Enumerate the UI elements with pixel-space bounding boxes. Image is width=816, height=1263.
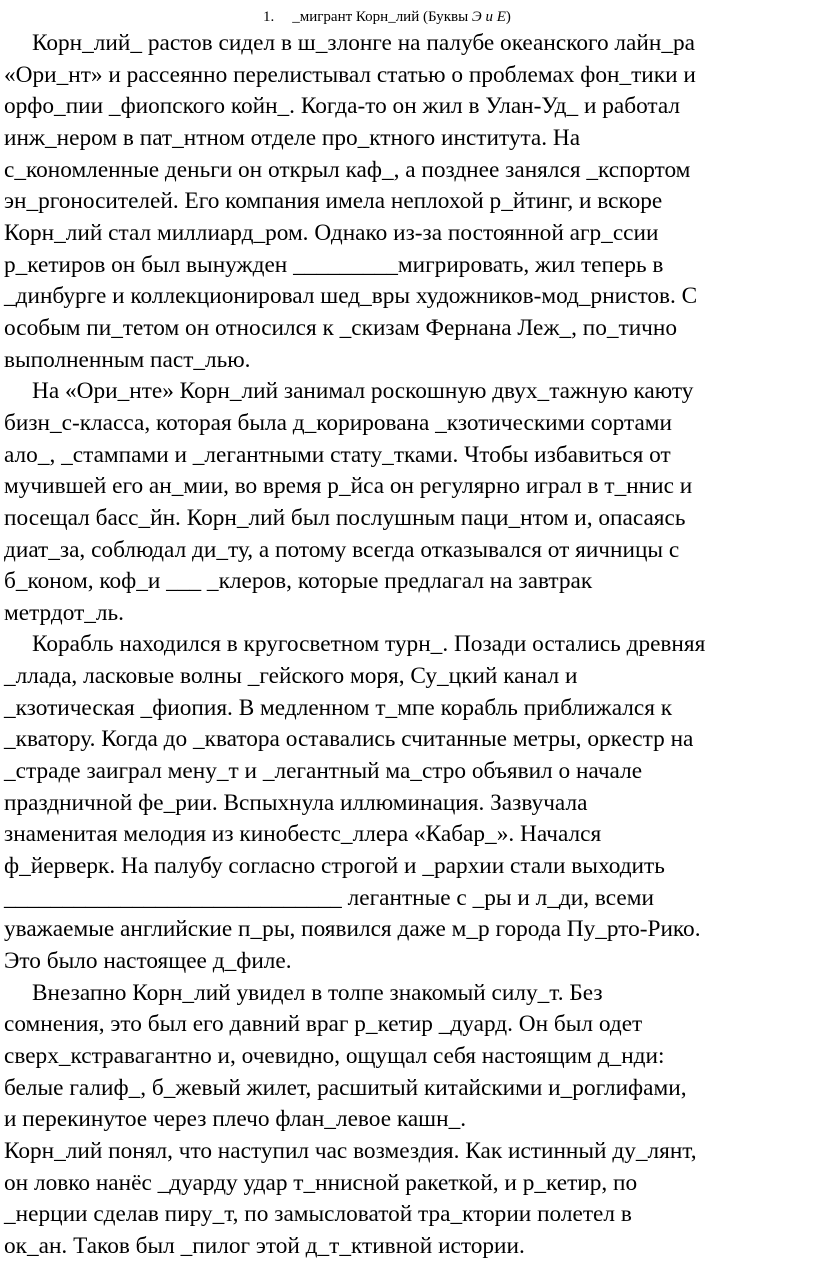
text-line: Корн_лий понял, что наступил час возмездия. Как истинный ду_лянт, xyxy=(4,1137,697,1164)
text-line: с_кономленные деньги он открыл каф_, а позднее занялся _кспортом xyxy=(4,156,691,183)
text-line: выполненным паст_лью. xyxy=(4,346,251,373)
text-line: _нерции сделав пиру_т, по замысловатой тра_ктории полетел в xyxy=(4,1201,632,1228)
text-line: Это было настоящее д_филе. xyxy=(4,948,292,975)
text-line: праздничной фе_рии. Вспыхнула иллюминация. Зазвучала xyxy=(4,789,588,816)
text-line: _кзотическая _фиопия. В медленном т_мпе корабль приближался к xyxy=(4,694,673,721)
exercise-letters: Э и Е xyxy=(471,9,506,25)
text-line: _____________________________ легантные с _ры и л_ди, всеми xyxy=(4,884,654,911)
text-line: уважаемые английские п_ры, появился даже м_р города Пу_рто-Рико. xyxy=(4,916,701,943)
paragraph-5 xyxy=(4,1136,812,1263)
exercise-title-close: ) xyxy=(505,9,511,25)
text-line: б_коном, коф_и ___ _клеров, которые предлагал на завтрак xyxy=(4,568,593,595)
text-line: знаменитая мелодия из кинобестс_ллера «Кабар_». Начался xyxy=(4,821,602,848)
exercise-number: 1. xyxy=(263,9,275,25)
text-line: Корабль находился в кругосветном турн_. Позади остались древняя xyxy=(32,631,706,658)
exercise-heading xyxy=(4,6,812,28)
text-line: бизн_с-класса, которая была д_корирована _кзотическими сортами xyxy=(4,409,673,436)
text-line: сверх_кстравагантно и, очевидно, ощущал себя настоящим д_нди: xyxy=(4,1043,665,1069)
text-line: На «Ори_нте» Корн_лий занимал роскошную двух_тажную каюту xyxy=(32,378,694,405)
text-line: _динбурге и коллекционировал шед_вры художников-мод_рнистов. С xyxy=(4,283,698,310)
text-line: особым пи_тетом он относился к _скизам Фернана Леж_, по_тично xyxy=(4,314,677,341)
text-line: _кватору. Когда до _кватора оставались считанные метры, оркестр на xyxy=(4,726,694,753)
text-line: орфо_пии _фиопского койн_. Когда-то он жил в Улан-Уд_ и работал xyxy=(4,93,681,120)
text-line: и перекинутое через плечо флан_левое кашн_. xyxy=(4,1106,467,1133)
paragraph-4 xyxy=(4,978,812,1136)
text-line: _ллада, ласковые волны _гейского моря, Су_цкий канал и xyxy=(4,663,578,690)
text-line: посещал басс_йн. Корн_лий был послушным паци_нтом и, опасаясь xyxy=(4,504,686,531)
text-line: ало_, _стампами и _легантными стату_тками. Чтобы избавиться от xyxy=(4,441,671,468)
text-line: инж_нером в пат_нтном отделе про_ктного института. На xyxy=(4,124,581,151)
text-line: метрдот_ль. xyxy=(4,599,124,626)
text-line: Внезапно Корн_лий увидел в толпе знакомый силу_т. Без xyxy=(32,979,603,1006)
text-line: диат_за, соблюдал ди_ту, а потому всегда отказывался от яичницы с xyxy=(4,536,680,563)
text-line: мучившей его ан_мии, во время р_йса он регулярно играл в т_ннис и xyxy=(4,473,693,500)
text-line: ф_йерверк. На палубу согласно строгой и _рархии стали выходить xyxy=(4,853,665,880)
paragraph-3 xyxy=(4,629,812,977)
text-line: _страде заиграл мену_т и _легантный ма_стро объявил о начале xyxy=(4,758,643,785)
text-line: р_кетиров он был вынужден _________мигрировать, жил теперь в xyxy=(4,251,664,278)
paragraph-1 xyxy=(4,28,812,376)
text-line: ок_ан. Таков был _пилог этой д_т_ктивной истории. xyxy=(4,1232,525,1259)
exercise-body xyxy=(4,28,812,1263)
text-line: «Ори_нт» и рассеянно перелистывал статью о проблемах фон_тики и xyxy=(4,61,696,88)
exercise-title: _мигрант Корн_лий (Буквы xyxy=(292,9,472,25)
text-line: эн_ргоносителей. Его компания имела неплохой р_йтинг, и вскоре xyxy=(4,188,663,215)
text-line: белые галиф_, б_жевый жилет, расшитый китайскими и_роглифами, xyxy=(4,1074,687,1101)
paragraph-2 xyxy=(4,376,812,629)
text-line: Корн_лий стал миллиард_ром. Однако из-за постоянной агр_ссии xyxy=(4,219,659,246)
text-line: сомнения, это был его давний враг р_кетир _дуард. Он был одет xyxy=(4,1011,643,1038)
text-line: он ловко нанёс _дуарду удар т_ннисной ракеткой, и р_кетир, по xyxy=(4,1169,638,1196)
text-line: Корн_лий_ растов сидел в ш_злонге на палубе океанского лайн_ра xyxy=(32,30,695,56)
